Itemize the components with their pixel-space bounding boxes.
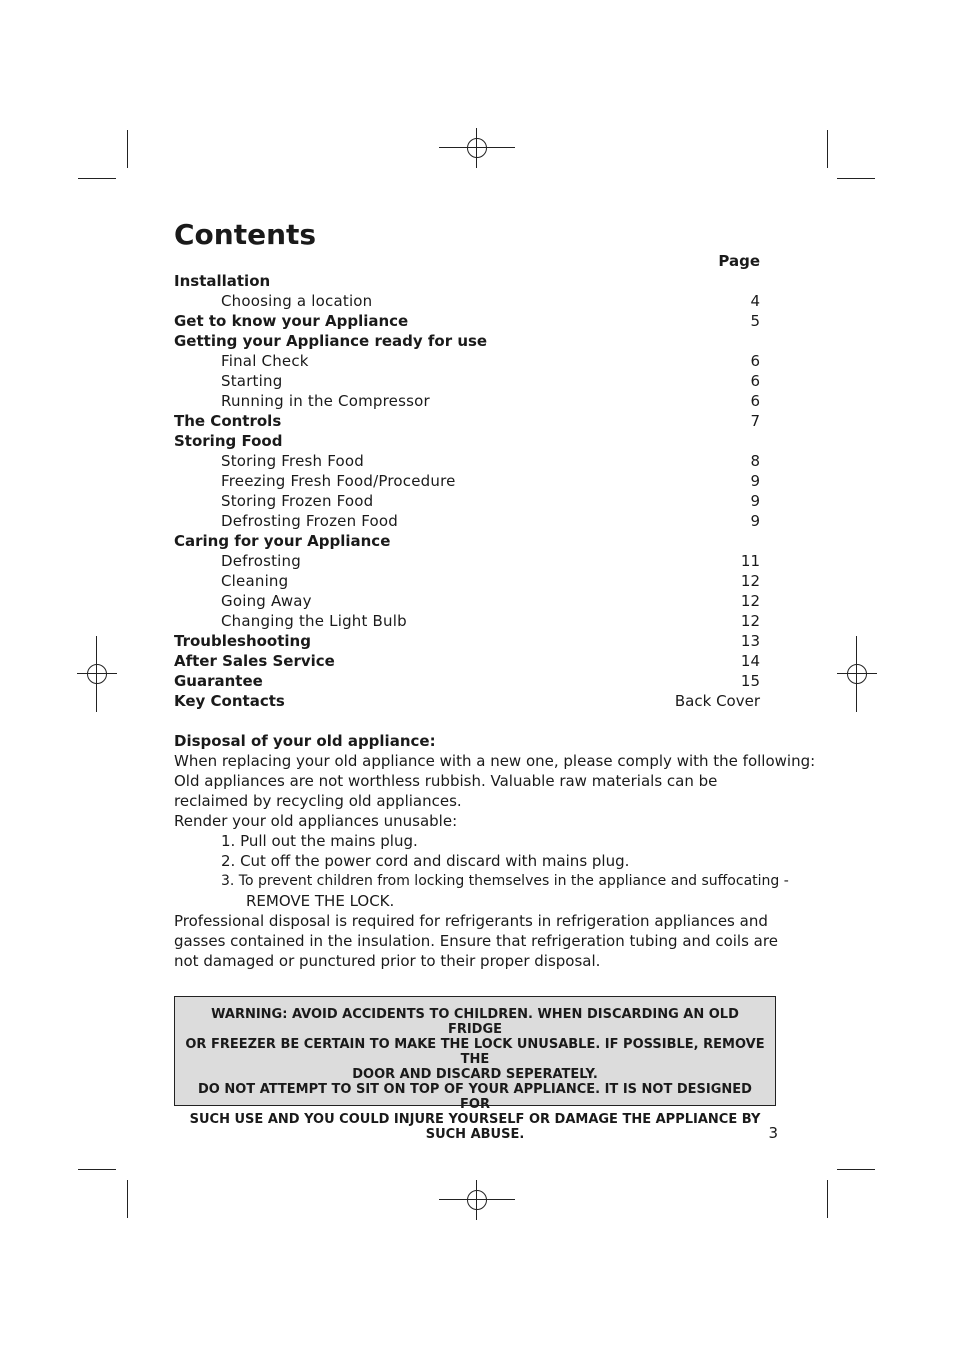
- disposal-paragraph-line: not damaged or punctured prior to their proper disposal.: [174, 952, 601, 970]
- toc-entry-label: The Controls: [174, 412, 282, 430]
- toc-row: [174, 331, 760, 351]
- disposal-paragraph-line: gasses contained in the insulation. Ensure that refrigeration tubing and coils are: [174, 932, 778, 950]
- toc-entry-label: Starting: [221, 372, 283, 390]
- toc-entry-label: After Sales Service: [174, 652, 335, 670]
- toc-entry-label: Guarantee: [174, 672, 263, 690]
- toc-entry-page: 11: [740, 552, 760, 570]
- toc-entry-label: Defrosting Frozen Food: [221, 512, 399, 530]
- toc-entry-page: 12: [740, 592, 760, 610]
- toc-row: [174, 311, 760, 331]
- toc-row: [174, 511, 760, 531]
- toc-row: [174, 451, 760, 471]
- toc-entry-page: 12: [740, 612, 760, 630]
- toc-row: [174, 671, 760, 691]
- toc-row: [174, 591, 760, 611]
- disposal-section: [174, 731, 816, 971]
- registration-mark-top: [439, 128, 515, 168]
- toc-entry-label: Changing the Light Bulb: [221, 612, 407, 630]
- crop-mark: [827, 130, 828, 168]
- toc-row: [174, 531, 760, 551]
- crop-mark: [827, 1180, 828, 1218]
- toc-row: [174, 491, 760, 511]
- crop-mark: [127, 1180, 128, 1218]
- disposal-paragraph-line: Professional disposal is required for refrigerants in refrigeration appliances and: [174, 912, 768, 930]
- toc-entry-label: Troubleshooting: [174, 632, 311, 650]
- disposal-step: 1. Pull out the mains plug.: [221, 832, 418, 850]
- toc-entry-label: Going Away: [221, 592, 312, 610]
- toc-entry-page: 4: [750, 292, 760, 310]
- warning-line: DO NOT ATTEMPT TO SIT ON TOP OF YOUR APPLIANCE. IT IS NOT DESIGNED FOR: [198, 1082, 752, 1112]
- toc-row: [174, 691, 760, 711]
- toc-entry-label: Storing Fresh Food: [221, 452, 364, 470]
- warning-line: SUCH USE AND YOU COULD INJURE YOURSELF OR DAMAGE THE APPLIANCE BY: [189, 1112, 761, 1127]
- toc-row: [174, 391, 760, 411]
- disposal-step: 2. Cut off the power cord and discard with mains plug.: [221, 852, 630, 870]
- toc-entry-label: Final Check: [221, 352, 309, 370]
- disposal-paragraph-line: Old appliances are not worthless rubbish. Valuable raw materials can be: [174, 772, 718, 790]
- toc-row: [174, 271, 760, 291]
- toc-row: [174, 571, 760, 591]
- page-number: 3: [768, 1124, 778, 1142]
- disposal-intro: When replacing your old appliance with a new one, please comply with the following:: [174, 752, 816, 770]
- crop-mark: [78, 1169, 116, 1170]
- toc-row: [174, 371, 760, 391]
- toc-entry-page: 5: [750, 312, 760, 330]
- toc-entry-label: Defrosting: [221, 552, 301, 570]
- toc-entry-label: Storing Food: [174, 432, 283, 450]
- toc-entry-page: 6: [750, 392, 760, 410]
- disposal-heading: Disposal of your old appliance:: [174, 732, 436, 750]
- toc-entry-label: Caring for your Appliance: [174, 532, 391, 550]
- toc-entry-label: Getting your Appliance ready for use: [174, 332, 488, 350]
- toc-entry-label: Running in the Compressor: [221, 392, 430, 410]
- toc-entry-label: Freezing Fresh Food/Procedure: [221, 472, 456, 490]
- disposal-step-continuation: REMOVE THE LOCK.: [246, 892, 395, 910]
- toc-row: [174, 351, 760, 371]
- disposal-step: 3. To prevent children from locking themselves in the appliance and suffocating -: [221, 873, 789, 889]
- warning-line: DOOR AND DISCARD SEPERATELY.: [352, 1067, 598, 1082]
- toc-entry-page: 14: [740, 652, 760, 670]
- crop-mark: [78, 178, 116, 179]
- toc-entry-page: 9: [750, 472, 760, 490]
- toc-entry-page: 9: [750, 512, 760, 530]
- toc-entry-label: Choosing a location: [221, 292, 373, 310]
- toc-entry-label: Get to know your Appliance: [174, 312, 409, 330]
- crop-mark: [837, 1169, 875, 1170]
- toc-entry-page: 6: [750, 372, 760, 390]
- toc-row: [174, 551, 760, 571]
- toc-row: [174, 291, 760, 311]
- toc-entry-page: 13: [740, 632, 760, 650]
- toc-entry-page: 12: [740, 572, 760, 590]
- toc-entry-page: 9: [750, 492, 760, 510]
- crop-mark: [837, 178, 875, 179]
- toc-entry-page: 15: [740, 672, 760, 690]
- toc-row: [174, 611, 760, 631]
- warning-line: OR FREEZER BE CERTAIN TO MAKE THE LOCK UNUSABLE. IF POSSIBLE, REMOVE THE: [185, 1037, 765, 1067]
- crop-mark: [127, 130, 128, 168]
- toc-row: [174, 631, 760, 651]
- registration-mark-bottom: [439, 1180, 515, 1220]
- toc-entry-label: Installation: [174, 272, 271, 290]
- toc-row: [174, 471, 760, 491]
- disposal-render-text: Render your old appliances unusable:: [174, 812, 458, 830]
- toc-entry-page: 7: [750, 412, 760, 430]
- warning-box: [174, 996, 776, 1142]
- toc-entry-page: Back Cover: [674, 692, 760, 710]
- warning-line: SUCH ABUSE.: [425, 1127, 525, 1142]
- disposal-paragraph-line: reclaimed by recycling old appliances.: [174, 792, 462, 810]
- toc-entry-label: Storing Frozen Food: [221, 492, 374, 510]
- page-column-heading: Page: [718, 252, 760, 270]
- toc-row: [174, 431, 760, 451]
- table-of-contents: [174, 271, 760, 711]
- registration-mark-left: [77, 636, 117, 712]
- toc-row: [174, 651, 760, 671]
- toc-entry-label: Cleaning: [221, 572, 289, 590]
- toc-entry-page: 6: [750, 352, 760, 370]
- registration-mark-right: [837, 636, 877, 712]
- toc-entry-label: Key Contacts: [174, 692, 285, 710]
- warning-line: WARNING: AVOID ACCIDENTS TO CHILDREN. WHEN DISCARDING AN OLD FRIDGE: [211, 1007, 739, 1037]
- toc-entry-page: 8: [750, 452, 760, 470]
- page-title: Contents: [174, 218, 317, 251]
- toc-row: [174, 411, 760, 431]
